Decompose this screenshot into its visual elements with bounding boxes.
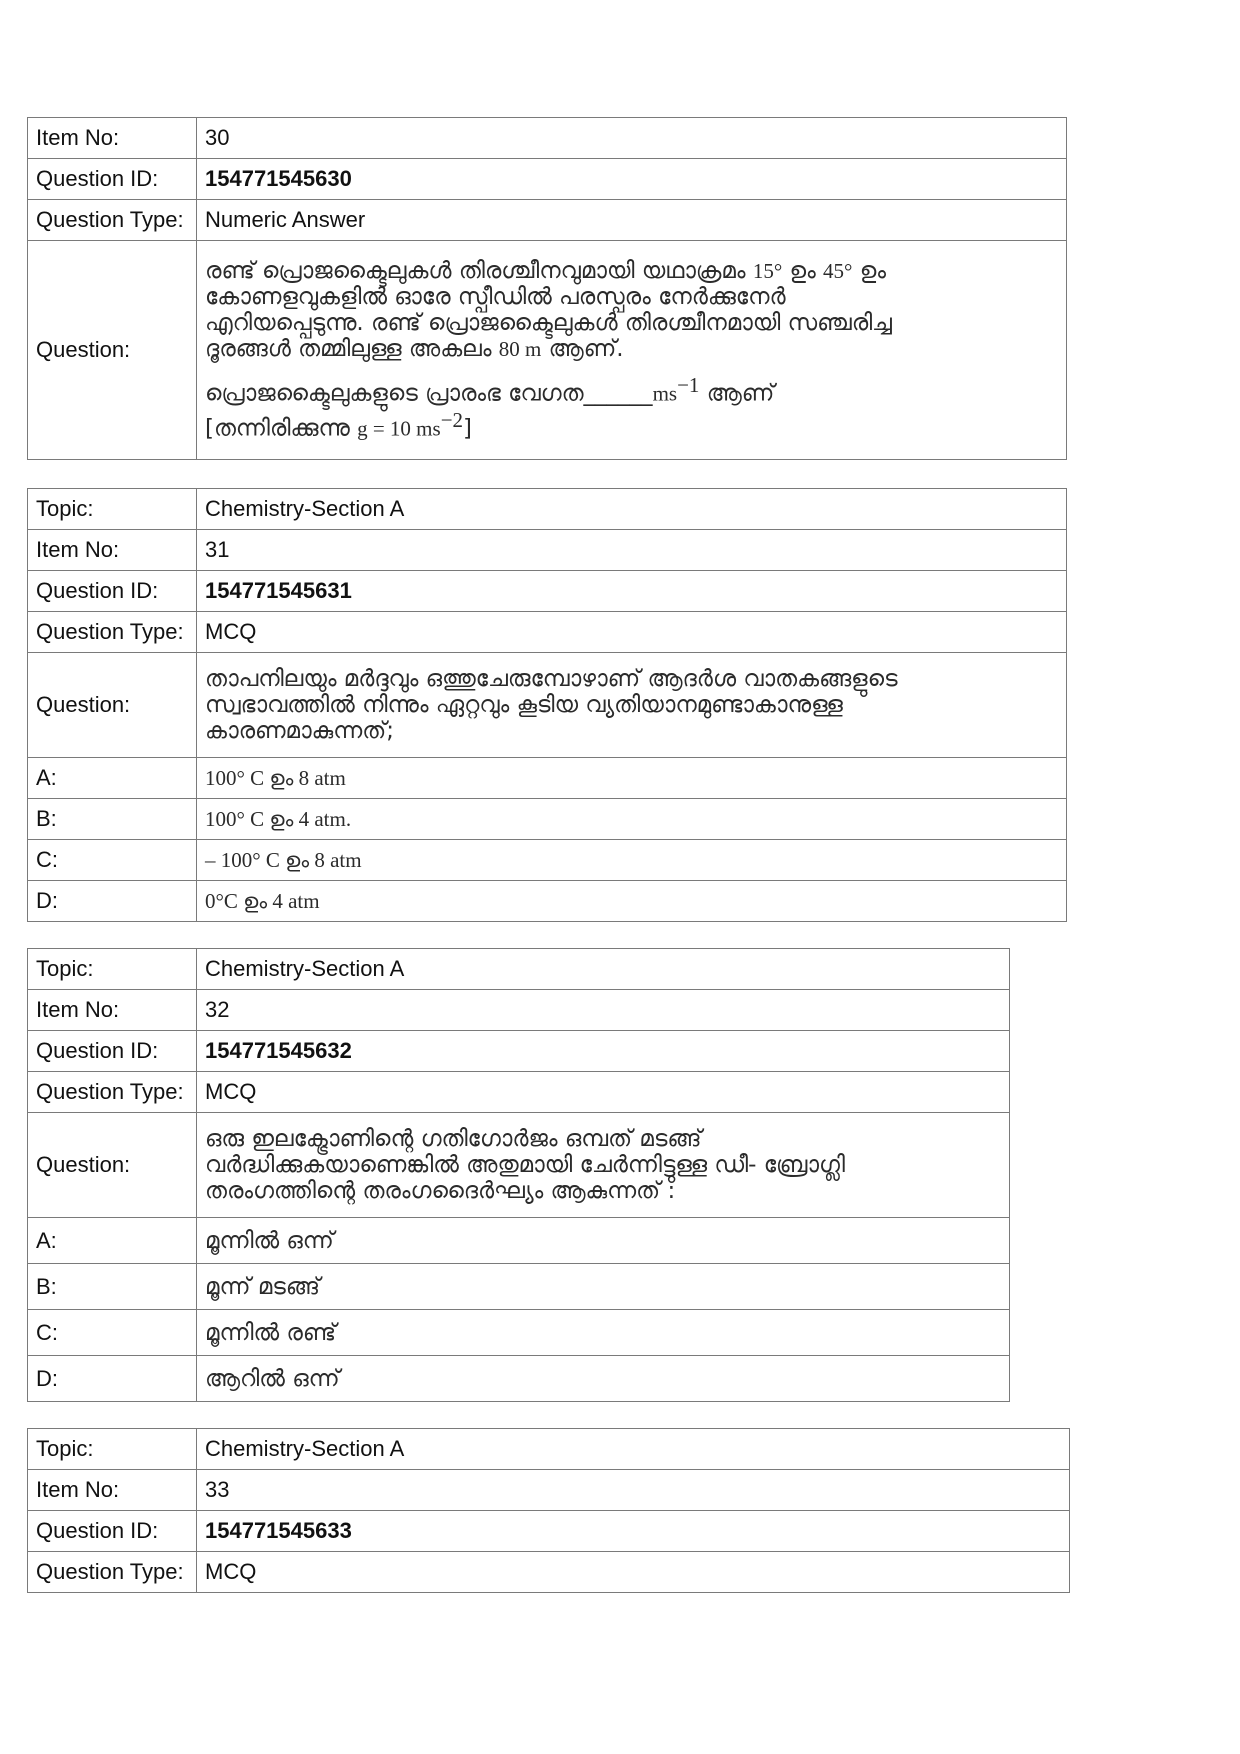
option-row-a xyxy=(28,1218,1010,1264)
question-label: Question: xyxy=(28,241,197,460)
question-id-value: 154771545630 xyxy=(197,159,1067,200)
question-id-label: Question ID: xyxy=(28,571,197,612)
option-row-c xyxy=(28,840,1067,881)
question-text-part: ഉം xyxy=(782,258,824,285)
question-type-value: MCQ xyxy=(197,1552,1070,1593)
item-no-row xyxy=(28,990,1010,1031)
question-line xyxy=(205,372,1058,407)
question-line: സ്വഭാവത്തിൽ നിന്നും ഏറ്റവും കൂടിയ വ്യതിയാനമുണ്ടാകാനുള്ള xyxy=(205,692,843,718)
item-no-value: 30 xyxy=(197,118,1067,159)
topic-value: Chemistry-Section A xyxy=(197,1429,1070,1470)
option-label: B: xyxy=(28,1264,197,1310)
question-text-part: പ്രൊജക്ടൈലുകളുടെ പ്രാരംഭ വേഗത______ xyxy=(205,381,653,407)
question-id-label: Question ID: xyxy=(28,1511,197,1552)
question-type-value: MCQ xyxy=(197,612,1067,653)
question-table-33 xyxy=(27,1428,1070,1593)
option-text: 100° C ഉം 8 atm xyxy=(197,758,1067,799)
topic-row xyxy=(28,1429,1070,1470)
option-text: മൂന്ന് മടങ്ങ് xyxy=(197,1264,1010,1310)
question-text-part: ദൂരങ്ങൾ തമ്മിലുള്ള അകലം xyxy=(205,336,499,363)
question-line xyxy=(205,258,1058,284)
question-type-row xyxy=(28,1552,1070,1593)
topic-label: Topic: xyxy=(28,489,197,530)
question-line: കാരണമാകുന്നത്; xyxy=(205,718,394,744)
option-text: മൂന്നിൽ രണ്ട് xyxy=(197,1310,1010,1356)
question-text-part: ] xyxy=(463,415,473,442)
option-row-d xyxy=(28,1356,1010,1402)
option-label: C: xyxy=(28,840,197,881)
item-no-value: 32 xyxy=(197,990,1010,1031)
option-label: C: xyxy=(28,1310,197,1356)
topic-value: Chemistry-Section A xyxy=(197,949,1010,990)
item-no-label: Item No: xyxy=(28,1470,197,1511)
unit-exponent: −1 xyxy=(677,373,700,398)
question-type-label: Question Type: xyxy=(28,1552,197,1593)
option-label: A: xyxy=(28,1218,197,1264)
option-label: D: xyxy=(28,1356,197,1402)
question-id-row xyxy=(28,1511,1070,1552)
item-no-label: Item No: xyxy=(28,530,197,571)
question-text-part: ഉം xyxy=(852,258,886,285)
item-no-row xyxy=(28,1470,1070,1511)
option-row-c xyxy=(28,1310,1010,1356)
question-text-part: ആണ്. xyxy=(541,336,624,363)
angle-value: 45° xyxy=(823,259,853,284)
question-line: തരംഗത്തിന്റെ തരംഗദൈർഘ്യം ആകുന്നത് : xyxy=(205,1178,676,1204)
option-row-b xyxy=(28,1264,1010,1310)
item-no-row xyxy=(28,530,1067,571)
item-no-row xyxy=(28,118,1067,159)
question-label: Question: xyxy=(28,1113,197,1218)
question-type-row xyxy=(28,200,1067,241)
item-no-value: 33 xyxy=(197,1470,1070,1511)
question-table-32 xyxy=(27,948,1010,1402)
question-row xyxy=(28,653,1067,758)
question-type-label: Question Type: xyxy=(28,200,197,241)
question-id-row xyxy=(28,159,1067,200)
question-line xyxy=(205,407,1058,442)
question-table-30 xyxy=(27,117,1067,460)
question-table-31 xyxy=(27,488,1067,922)
question-type-value: MCQ xyxy=(197,1072,1010,1113)
question-id-label: Question ID: xyxy=(28,159,197,200)
question-text xyxy=(197,241,1067,460)
question-label: Question: xyxy=(28,653,197,758)
question-id-row xyxy=(28,1031,1010,1072)
question-id-row xyxy=(28,571,1067,612)
topic-row xyxy=(28,489,1067,530)
question-text-part: ആണ് xyxy=(699,381,775,407)
question-id-label: Question ID: xyxy=(28,1031,197,1072)
angle-value: 15° xyxy=(752,259,783,284)
option-text: 100° C ഉം 4 atm. xyxy=(197,799,1067,840)
question-row xyxy=(28,241,1067,460)
question-text xyxy=(197,653,1067,758)
question-id-value: 154771545631 xyxy=(197,571,1067,612)
question-id-value: 154771545632 xyxy=(197,1031,1010,1072)
option-label: B: xyxy=(28,799,197,840)
question-text-part: [തന്നിരിക്കുന്നു xyxy=(205,415,358,442)
question-row xyxy=(28,1113,1010,1218)
option-text: 0°C ഉം 4 atm xyxy=(197,881,1067,922)
question-type-label: Question Type: xyxy=(28,612,197,653)
topic-row xyxy=(28,949,1010,990)
option-label: D: xyxy=(28,881,197,922)
topic-label: Topic: xyxy=(28,1429,197,1470)
question-line: വർദ്ധിക്കുകയാണെങ്കിൽ അതുമായി ചേർന്നിട്ടുള്ള ഡീ- ബ്രോഗ്ലി xyxy=(205,1152,845,1178)
option-row-a xyxy=(28,758,1067,799)
option-text: മൂന്നിൽ ഒന്ന് xyxy=(197,1218,1010,1264)
question-id-value: 154771545633 xyxy=(197,1511,1070,1552)
unit-text: ms xyxy=(652,382,678,406)
question-type-label: Question Type: xyxy=(28,1072,197,1113)
question-line: കോണളവുകളിൽ ഓരേ സ്പീഡിൽ പരസ്പരം നേർക്കുനേർ xyxy=(205,284,786,311)
option-row-d xyxy=(28,881,1067,922)
question-line xyxy=(205,336,1058,362)
option-text: – 100° C ഉം 8 atm xyxy=(197,840,1067,881)
given-exponent: −2 xyxy=(440,408,464,432)
topic-value: Chemistry-Section A xyxy=(197,489,1067,530)
item-no-label: Item No: xyxy=(28,990,197,1031)
topic-label: Topic: xyxy=(28,949,197,990)
question-text xyxy=(197,1113,1010,1218)
question-line: ഒരു ഇലക്ട്രോണിന്റെ ഗതിഗോർജം ഒമ്പത് മടങ്ങ് xyxy=(205,1126,702,1152)
question-text-part: രണ്ട് പ്രൊജക്ടൈലുകൾ തിരശ്ചീനവുമായി യഥാക്രമം xyxy=(205,258,753,285)
option-label: A: xyxy=(28,758,197,799)
question-line: എറിയപ്പെടുന്നു. രണ്ട് പ്രൊജക്ടൈലുകൾ തിരശ്ചീനമായി സഞ്ചരിച്ച xyxy=(205,310,892,337)
question-type-row xyxy=(28,612,1067,653)
item-no-value: 31 xyxy=(197,530,1067,571)
question-line: താപനിലയും മർദ്ദവും ഒത്തുചേരുമ്പോഴാണ് ആദർശ വാതകങ്ങളുടെ xyxy=(205,666,898,692)
given-value: g = 10 ms xyxy=(357,416,441,441)
question-type-row xyxy=(28,1072,1010,1113)
distance-value: 80 m xyxy=(498,337,542,362)
option-row-b xyxy=(28,799,1067,840)
option-text: ആറിൽ ഒന്ന് xyxy=(197,1356,1010,1402)
question-type-value: Numeric Answer xyxy=(197,200,1067,241)
item-no-label: Item No: xyxy=(28,118,197,159)
